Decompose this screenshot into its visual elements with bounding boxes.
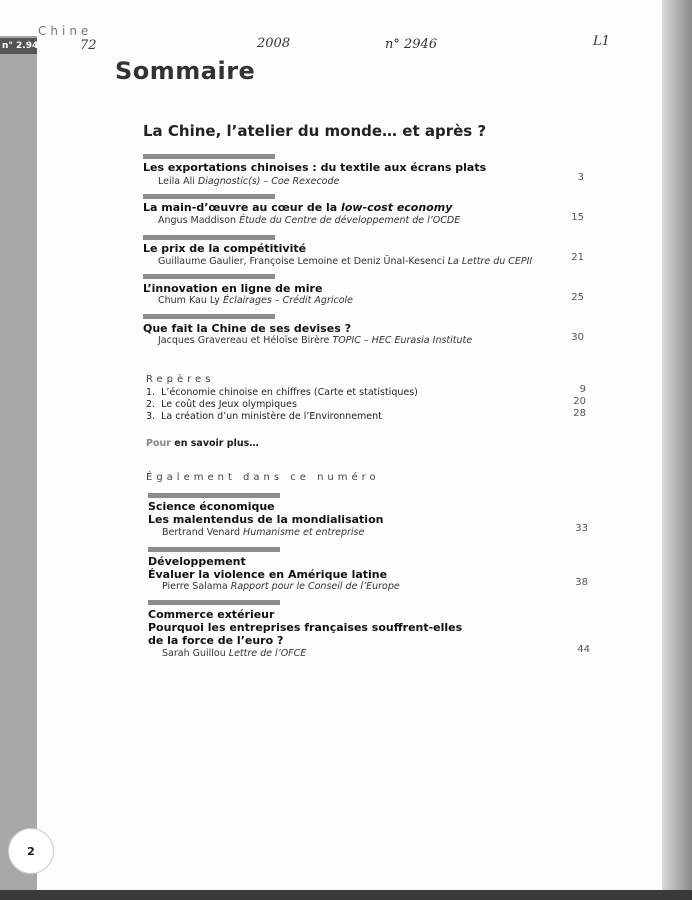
article-source: La Lettre du CEPII <box>447 256 533 267</box>
page-number: 2 <box>8 828 54 874</box>
repere-page: 9 <box>579 384 586 395</box>
article-bar <box>143 235 275 240</box>
article-author-line <box>158 256 532 267</box>
repere-num: 2. <box>146 399 156 410</box>
article-author: Sarah Guillou <box>162 648 226 659</box>
article-page: 3 <box>577 172 584 183</box>
also-author-line <box>162 527 364 538</box>
article-author: Bertrand Venard <box>162 527 241 538</box>
also-section: Développement <box>148 555 246 568</box>
also-title: Évaluer la violence en Amérique latine <box>148 568 388 581</box>
repere-text: Le coût des Jeux olympiques <box>161 399 297 410</box>
article-page: 21 <box>571 252 584 263</box>
repere-num: 3. <box>146 411 156 422</box>
article-title <box>143 201 452 214</box>
article-author-line <box>158 295 353 306</box>
also-page: 33 <box>575 523 588 534</box>
issue-number: n° 2.946 <box>0 38 37 54</box>
more-info-text: en savoir plus… <box>174 438 259 449</box>
also-page: 44 <box>577 644 590 655</box>
article-author-line <box>158 335 472 346</box>
article-bar <box>148 600 280 605</box>
page-edge-shadow <box>662 0 692 900</box>
also-heading: Également dans ce numéro <box>146 472 380 483</box>
article-page: 30 <box>571 332 584 343</box>
also-page: 38 <box>575 577 588 588</box>
article-author-line <box>158 215 460 226</box>
repere-item <box>146 399 297 410</box>
article-bar <box>143 194 275 199</box>
article-title: Le prix de la compétitivité <box>143 242 307 255</box>
repere-page: 28 <box>573 408 586 419</box>
article-author-line <box>158 176 339 187</box>
article-title-emphasis: low-cost economy <box>341 201 453 214</box>
article-title-text: La main-d’œuvre au cœur de la <box>143 201 342 214</box>
brand-label: Chine <box>38 24 93 38</box>
page-title: Sommaire <box>115 57 256 85</box>
article-bar <box>143 154 275 159</box>
article-author: Chum Kau Ly <box>158 295 220 306</box>
handwritten-note-1: 72 <box>80 38 97 53</box>
left-margin-band <box>0 36 37 900</box>
article-page: 15 <box>571 212 584 223</box>
article-title: Que fait la Chine de ses devises ? <box>143 322 351 335</box>
also-section: Science économique <box>148 500 275 513</box>
article-bar <box>143 274 275 279</box>
also-author-line <box>162 581 400 592</box>
also-section: Commerce extérieur <box>148 608 275 621</box>
article-source: Éclairages – Crédit Agricole <box>222 295 354 306</box>
article-title: L’innovation en ligne de mire <box>143 282 323 295</box>
also-title-line-1: Pourquoi les entreprises françaises souffrent-elles <box>148 621 463 634</box>
repere-item <box>146 411 382 422</box>
dossier-heading: La Chine, l’atelier du monde… et après ? <box>143 122 487 140</box>
article-source: TOPIC – HEC Eurasia Institute <box>332 335 473 346</box>
article-title: Les exportations chinoises : du textile aux écrans plats <box>143 161 487 174</box>
article-bar <box>148 547 280 552</box>
repere-item <box>146 387 418 398</box>
also-title: Les malentendus de la mondialisation <box>148 513 384 526</box>
article-bar <box>148 493 280 498</box>
article-source: Lettre de l’OFCE <box>228 648 307 659</box>
article-author: Leila Ali <box>158 176 195 187</box>
also-title-line-2: de la force de l’euro ? <box>148 634 284 647</box>
repere-num: 1. <box>146 387 156 398</box>
article-page: 25 <box>571 292 584 303</box>
also-author-line <box>162 648 306 659</box>
article-author: Jacques Gravereau et Héloïse Birère <box>158 335 330 346</box>
article-source: Diagnostic(s) – Coe Rexecode <box>197 176 340 187</box>
article-author: Angus Maddison <box>158 215 237 226</box>
more-info-prefix: Pour <box>146 438 171 449</box>
handwritten-note-3: n° 2946 <box>385 37 438 52</box>
article-source: Humanisme et entreprise <box>243 527 365 538</box>
article-source: Rapport pour le Conseil de l’Europe <box>230 581 400 592</box>
handwritten-note-4: L1 <box>593 34 610 49</box>
article-author: Guillaume Gaulier, Françoise Lemoine et Deniz Ünal-Kesenci <box>158 256 445 267</box>
repere-text: La création d’un ministère de l’Environnement <box>161 411 382 422</box>
article-author: Pierre Salama <box>162 581 228 592</box>
repere-page: 20 <box>573 396 586 407</box>
more-info-link <box>146 438 259 449</box>
handwritten-note-2: 2008 <box>257 36 291 51</box>
article-bar <box>143 314 275 319</box>
repere-text: L’économie chinoise en chiffres (Carte et statistiques) <box>161 387 418 398</box>
reperes-heading: Repères <box>146 374 215 385</box>
article-source: Étude du Centre de développement de l’OCDE <box>239 215 461 226</box>
bottom-edge <box>0 890 692 900</box>
